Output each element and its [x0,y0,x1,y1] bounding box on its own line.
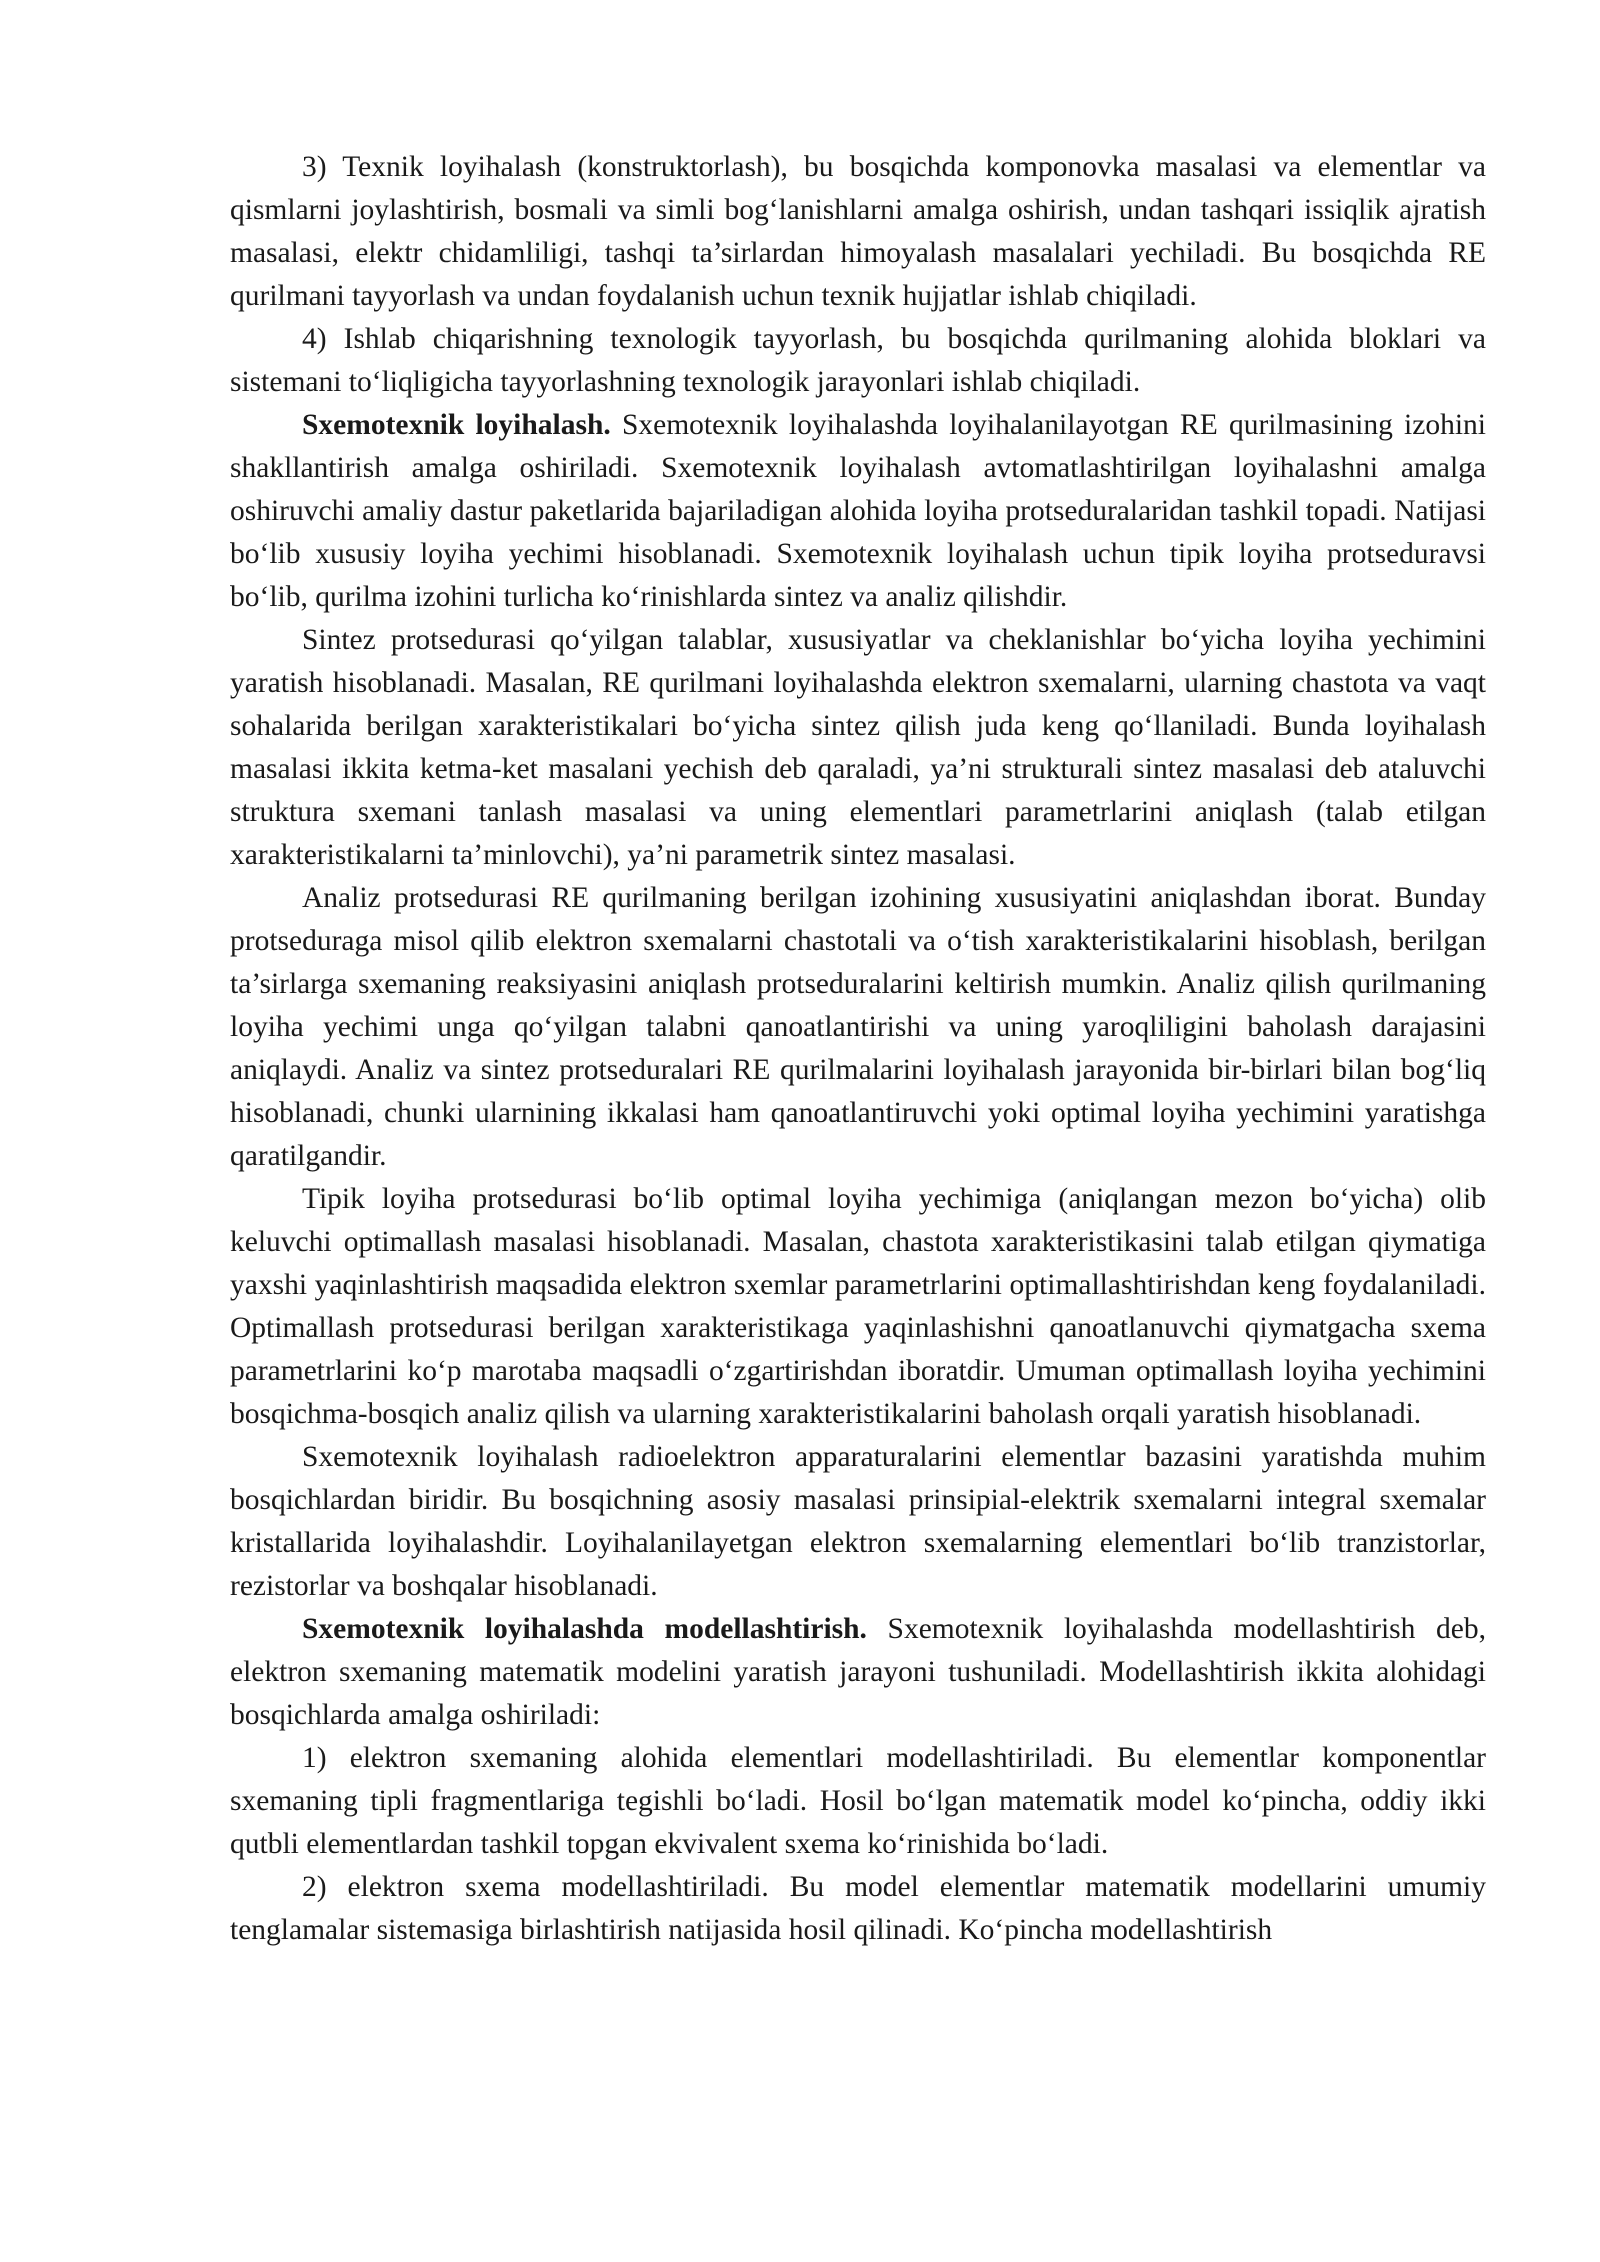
paragraph-text: Sxemotexnik loyihalash radioelektron apparaturalarini elementlar bazasini yaratishda muhim bosqichlardan biridir. Bu bosqichning asosiy masalasi prinsipial-elektrik sxemalarni integral sxemalar kristallarida loyihalashdir. Loyihalanilayetgan elektron sxemalarning elementlari bo‘lib tranzistorlar, rezistorlar va boshqalar hisoblanadi. [230,1441,1486,1602]
paragraph-text: Analiz protsedurasi RE qurilmaning berilgan izohining xususiyatini aniqlashdan iborat. Bunday protseduraga misol qilib elektron sxemalarni chastotali va o‘tish xarakteristikalarini hisoblash, berilgan ta’sirlarga sxemaning reaksiyasini aniqlash protseduralarini keltirish mumkin. Analiz qilish qurilmaning loyiha yechimi unga qo‘yilgan talabni qanoatlantirishi va uning yaroqliligini baholash darajasini aniqlaydi. Analiz va sintez protseduralari RE qurilmalarini loyihalash jarayonida bir-birlari bilan bog‘liq hisoblanadi, chunki ularnining ikkalasi ham qanoatlantiruvchi yoki optimal loyiha yechimini yaratishga qaratilgandir. [230,882,1486,1172]
paragraph-synthesis [230,619,1486,877]
paragraph-modeling-step-1 [230,1737,1486,1866]
paragraph-technical-design [230,146,1486,318]
section-heading: Sxemotexnik loyihalashda modellashtirish. [302,1613,867,1645]
paragraph-modeling-step-2 [230,1866,1486,1952]
paragraph-text: 4) Ishlab chiqarishning texnologik tayyorlash, bu bosqichda qurilmaning alohida bloklari va sistemani to‘liqligicha tayyorlashning texnologik jarayonlari ishlab chiqiladi. [230,323,1486,398]
section-heading: Sxemotexnik loyihalash. [302,409,611,441]
paragraph-text: Sxemotexnik loyihalashda modellashtirish deb, elektron sxemaning matematik modelini yaratish jarayoni tushuniladi. Modellashtirish ikkita alohidagi bosqichlarda amalga oshiriladi: [230,1613,1486,1731]
paragraph-analysis [230,877,1486,1178]
paragraph-text: 2) elektron sxema modellashtiriladi. Bu model elementlar matematik modellarini umumiy tenglamalar sistemasiga birlashtirish natijasida hosil qilinadi. Ko‘pincha modellashtirish [230,1871,1486,1946]
paragraph-modeling [230,1608,1486,1737]
paragraph-production-preparation [230,318,1486,404]
document-page [230,146,1486,1952]
paragraph-schematic-design [230,404,1486,619]
paragraph-text: 3) Texnik loyihalash (konstruktorlash), bu bosqichda komponovka masalasi va elementlar va qismlarni joylashtirish, bosmali va simli bog‘lanishlarni amalga oshirish, undan tashqari issiqlik ajratish masalasi, elektr chidamliligi, tashqi ta’sirlardan himoyalash masalalari yechiladi. Bu bosqichda RE qurilmani tayyorlash va undan foydalanish uchun texnik hujjatlar ishlab chiqiladi. [230,151,1486,312]
paragraph-text: Sintez protsedurasi qo‘yilgan talablar, xususiyatlar va cheklanishlar bo‘yicha loyiha yechimini yaratish hisoblanadi. Masalan, RE qurilmani loyihalashda elektron sxemalarni, ularning chastota va vaqt sohalarida berilgan xarakteristikalari bo‘yicha sintez qilish juda keng qo‘llaniladi. Bunda loyihalash masalasi ikkita ketma-ket masalani yechish deb qaraladi, ya’ni strukturali sintez masalasi deb ataluvchi struktura sxemani tanlash masalasi va uning elementlari parametrlarini aniqlash (talab etilgan xarakteristikalarni ta’minlovchi), ya’ni parametrik sintez masalasi. [230,624,1486,871]
paragraph-text: Tipik loyiha protsedurasi bo‘lib optimal loyiha yechimiga (aniqlangan mezon bo‘yicha) olib keluvchi optimallash masalasi hisoblanadi. Masalan, chastota xarakteristikasini talab etilgan qiymatiga yaxshi yaqinlashtirish maqsadida elektron sxemlar parametrlarini optimallashtirishdan keng foydalaniladi. Optimallash protsedurasi berilgan xarakteristikaga yaqinlashishni qanoatlanuvchi qiymatgacha sxema parametrlarini ko‘p marotaba maqsadli o‘zgartirishdan iboratdir. Umuman optimallash loyiha yechimini bosqichma-bosqich analiz qilish va ularning xarakteristikalarini baholash orqali yaratish hisoblanadi. [230,1183,1486,1430]
paragraph-optimization [230,1178,1486,1436]
paragraph-element-base [230,1436,1486,1608]
paragraph-text: Sxemotexnik loyihalashda loyihalanilayotgan RE qurilmasining izohini shakllantirish amalga oshiriladi. Sxemotexnik loyihalash avtomatlashtirilgan loyihalashni amalga oshiruvchi amaliy dastur paketlarida bajariladigan alohida loyiha protseduralaridan tashkil topadi. Natijasi bo‘lib xususiy loyiha yechimi hisoblanadi. Sxemotexnik loyihalash uchun tipik loyiha protseduravsi bo‘lib, qurilma izohini turlicha ko‘rinishlarda sintez va analiz qilishdir. [230,409,1486,613]
paragraph-text: 1) elektron sxemaning alohida elementlari modellashtiriladi. Bu elementlar komponentlar sxemaning tipli fragmentlariga tegishli bo‘ladi. Hosil bo‘lgan matematik model ko‘pincha, oddiy ikki qutbli elementlardan tashkil topgan ekvivalent sxema ko‘rinishida bo‘ladi. [230,1742,1486,1860]
